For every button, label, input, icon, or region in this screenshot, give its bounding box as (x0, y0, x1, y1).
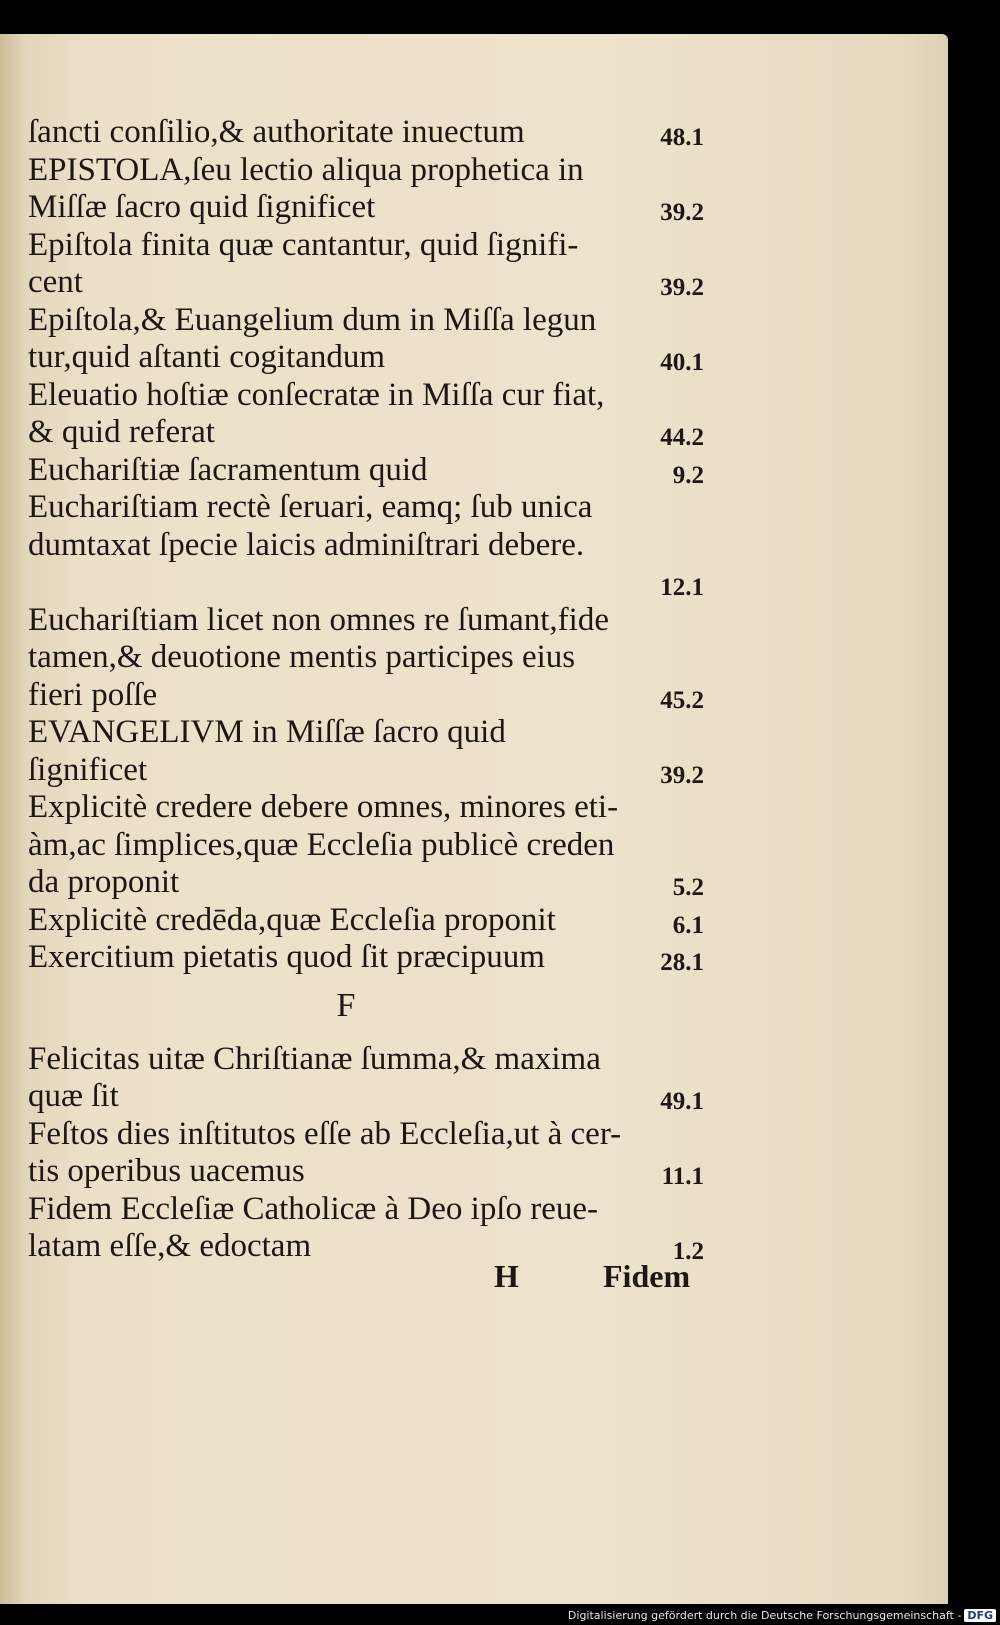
index-line (28, 489, 704, 527)
entry-text: dumtaxat ſpecie laicis adminiſtrari debere. (28, 526, 585, 563)
index-line (28, 452, 704, 490)
page-ref: 11.1 (661, 1163, 704, 1190)
page-ref: 6.1 (672, 911, 704, 939)
entry-text: EPISTOLA,ſeu lectio aliqua prophetica in (28, 151, 584, 188)
page-ref: 9.2 (672, 461, 704, 489)
entry-text: Euchariſtiæ ſacramentum quid (28, 451, 428, 488)
index-line (28, 752, 704, 790)
entry-text: tur,quid aſtanti cogitandum (28, 339, 386, 375)
entry-text: Explicitè credere debere omnes, minores eti- (28, 789, 619, 825)
index-line (28, 1153, 704, 1191)
index-line (28, 639, 704, 677)
entry-text: Feſtos dies inſtitutos eſſe ab Eccleſia,ut à cer- (28, 1115, 622, 1152)
entry-text: ſancti conſilio,& authoritate inuectum (28, 114, 525, 150)
entry-text: da proponit (28, 864, 180, 900)
index-text (28, 114, 704, 1266)
entry-text: tamen,& deuotione mentis participes eius (28, 639, 576, 675)
entry-text: Felicitas uitæ Chriſtianæ ſumma,& maxima (28, 1040, 601, 1077)
entry-text: Miſſæ ſacro quid ſignificet (28, 189, 376, 225)
index-line (28, 902, 704, 940)
entry-text: Eleuatio hoſtiæ conſecratæ in Miſſa cur fiat, (28, 376, 605, 413)
page-ref: 48.1 (660, 124, 704, 151)
page-ref: 5.2 (672, 874, 704, 901)
entry-text: EVANGELIVM in Miſſæ ſacro quid (28, 714, 506, 750)
index-line (28, 677, 704, 715)
index-line (28, 227, 704, 265)
section-gap (28, 1029, 704, 1041)
index-line (28, 152, 704, 190)
index-line (28, 264, 704, 302)
index-line (28, 302, 704, 340)
entry-text: Euchariſtiam licet non omnes re ſumant,fide (28, 601, 609, 638)
index-line (28, 114, 704, 152)
footer-text: Digitalisierung gefördert durch die Deutsche Forschungsgemeinschaft - (567, 1609, 962, 1622)
page-ref: 28.1 (660, 949, 704, 976)
page-ref: 1.2 (672, 1238, 704, 1265)
index-line (28, 714, 704, 752)
entry-text: Euchariſtiam rectè ſeruari, eamq; ſub unica (28, 489, 593, 525)
index-line (28, 602, 704, 640)
entry-text: quæ ſit (28, 1078, 119, 1114)
page-ref: 45.2 (660, 686, 704, 714)
entry-text: latam eſſe,& edoctam (28, 1228, 312, 1264)
entry-text: Epiſtola,& Euangelium dum in Miſſa legun (28, 301, 597, 338)
digitization-footer (568, 1609, 996, 1622)
index-line (28, 414, 704, 452)
section-letter: F (336, 986, 356, 1024)
entry-text: Exercitium pietatis quod ſit præcipuum (28, 939, 545, 975)
entry-text: àm,ac ſimplices,quæ Eccleſia publicè creden (28, 826, 615, 863)
index-line (28, 1078, 704, 1116)
page-ref: 49.1 (660, 1088, 704, 1115)
entry-text: Explicitè credēda,quæ Eccleſia proponit (28, 901, 556, 938)
index-line (28, 1116, 704, 1154)
index-line (28, 377, 704, 415)
index-line (28, 789, 704, 827)
index-line (28, 339, 704, 377)
page-ref: 12.1 (660, 574, 704, 601)
index-line (28, 189, 704, 227)
catchword: Fidem (603, 1258, 691, 1294)
index-line (28, 564, 704, 602)
page-ref: 39.2 (660, 274, 704, 301)
index-line (28, 864, 704, 902)
index-line (28, 527, 704, 565)
entry-text: & quid referat (28, 414, 215, 450)
page-ref: 39.2 (660, 199, 704, 226)
entry-text: Fidem Eccleſiæ Catholicæ à Deo ipſo reue- (28, 1190, 599, 1227)
page-ref: 44.2 (660, 424, 704, 451)
index-line (28, 827, 704, 865)
index-line (28, 1191, 704, 1229)
index-line (28, 939, 704, 977)
page-ref: 40.1 (660, 349, 704, 376)
entry-text: tis operibus uacemus (28, 1153, 305, 1189)
signature-mark: H (494, 1258, 519, 1294)
entry-text: ſignificet (28, 751, 148, 788)
page-ref: 39.2 (660, 761, 704, 789)
entry-text: Epiſtola finita quæ cantantur, quid ſignifi- (28, 226, 579, 263)
entry-text: cent (28, 264, 83, 300)
dfg-logo: DFG (964, 1609, 996, 1622)
index-line (28, 1041, 704, 1079)
entry-text: fieri poſſe (28, 676, 158, 713)
